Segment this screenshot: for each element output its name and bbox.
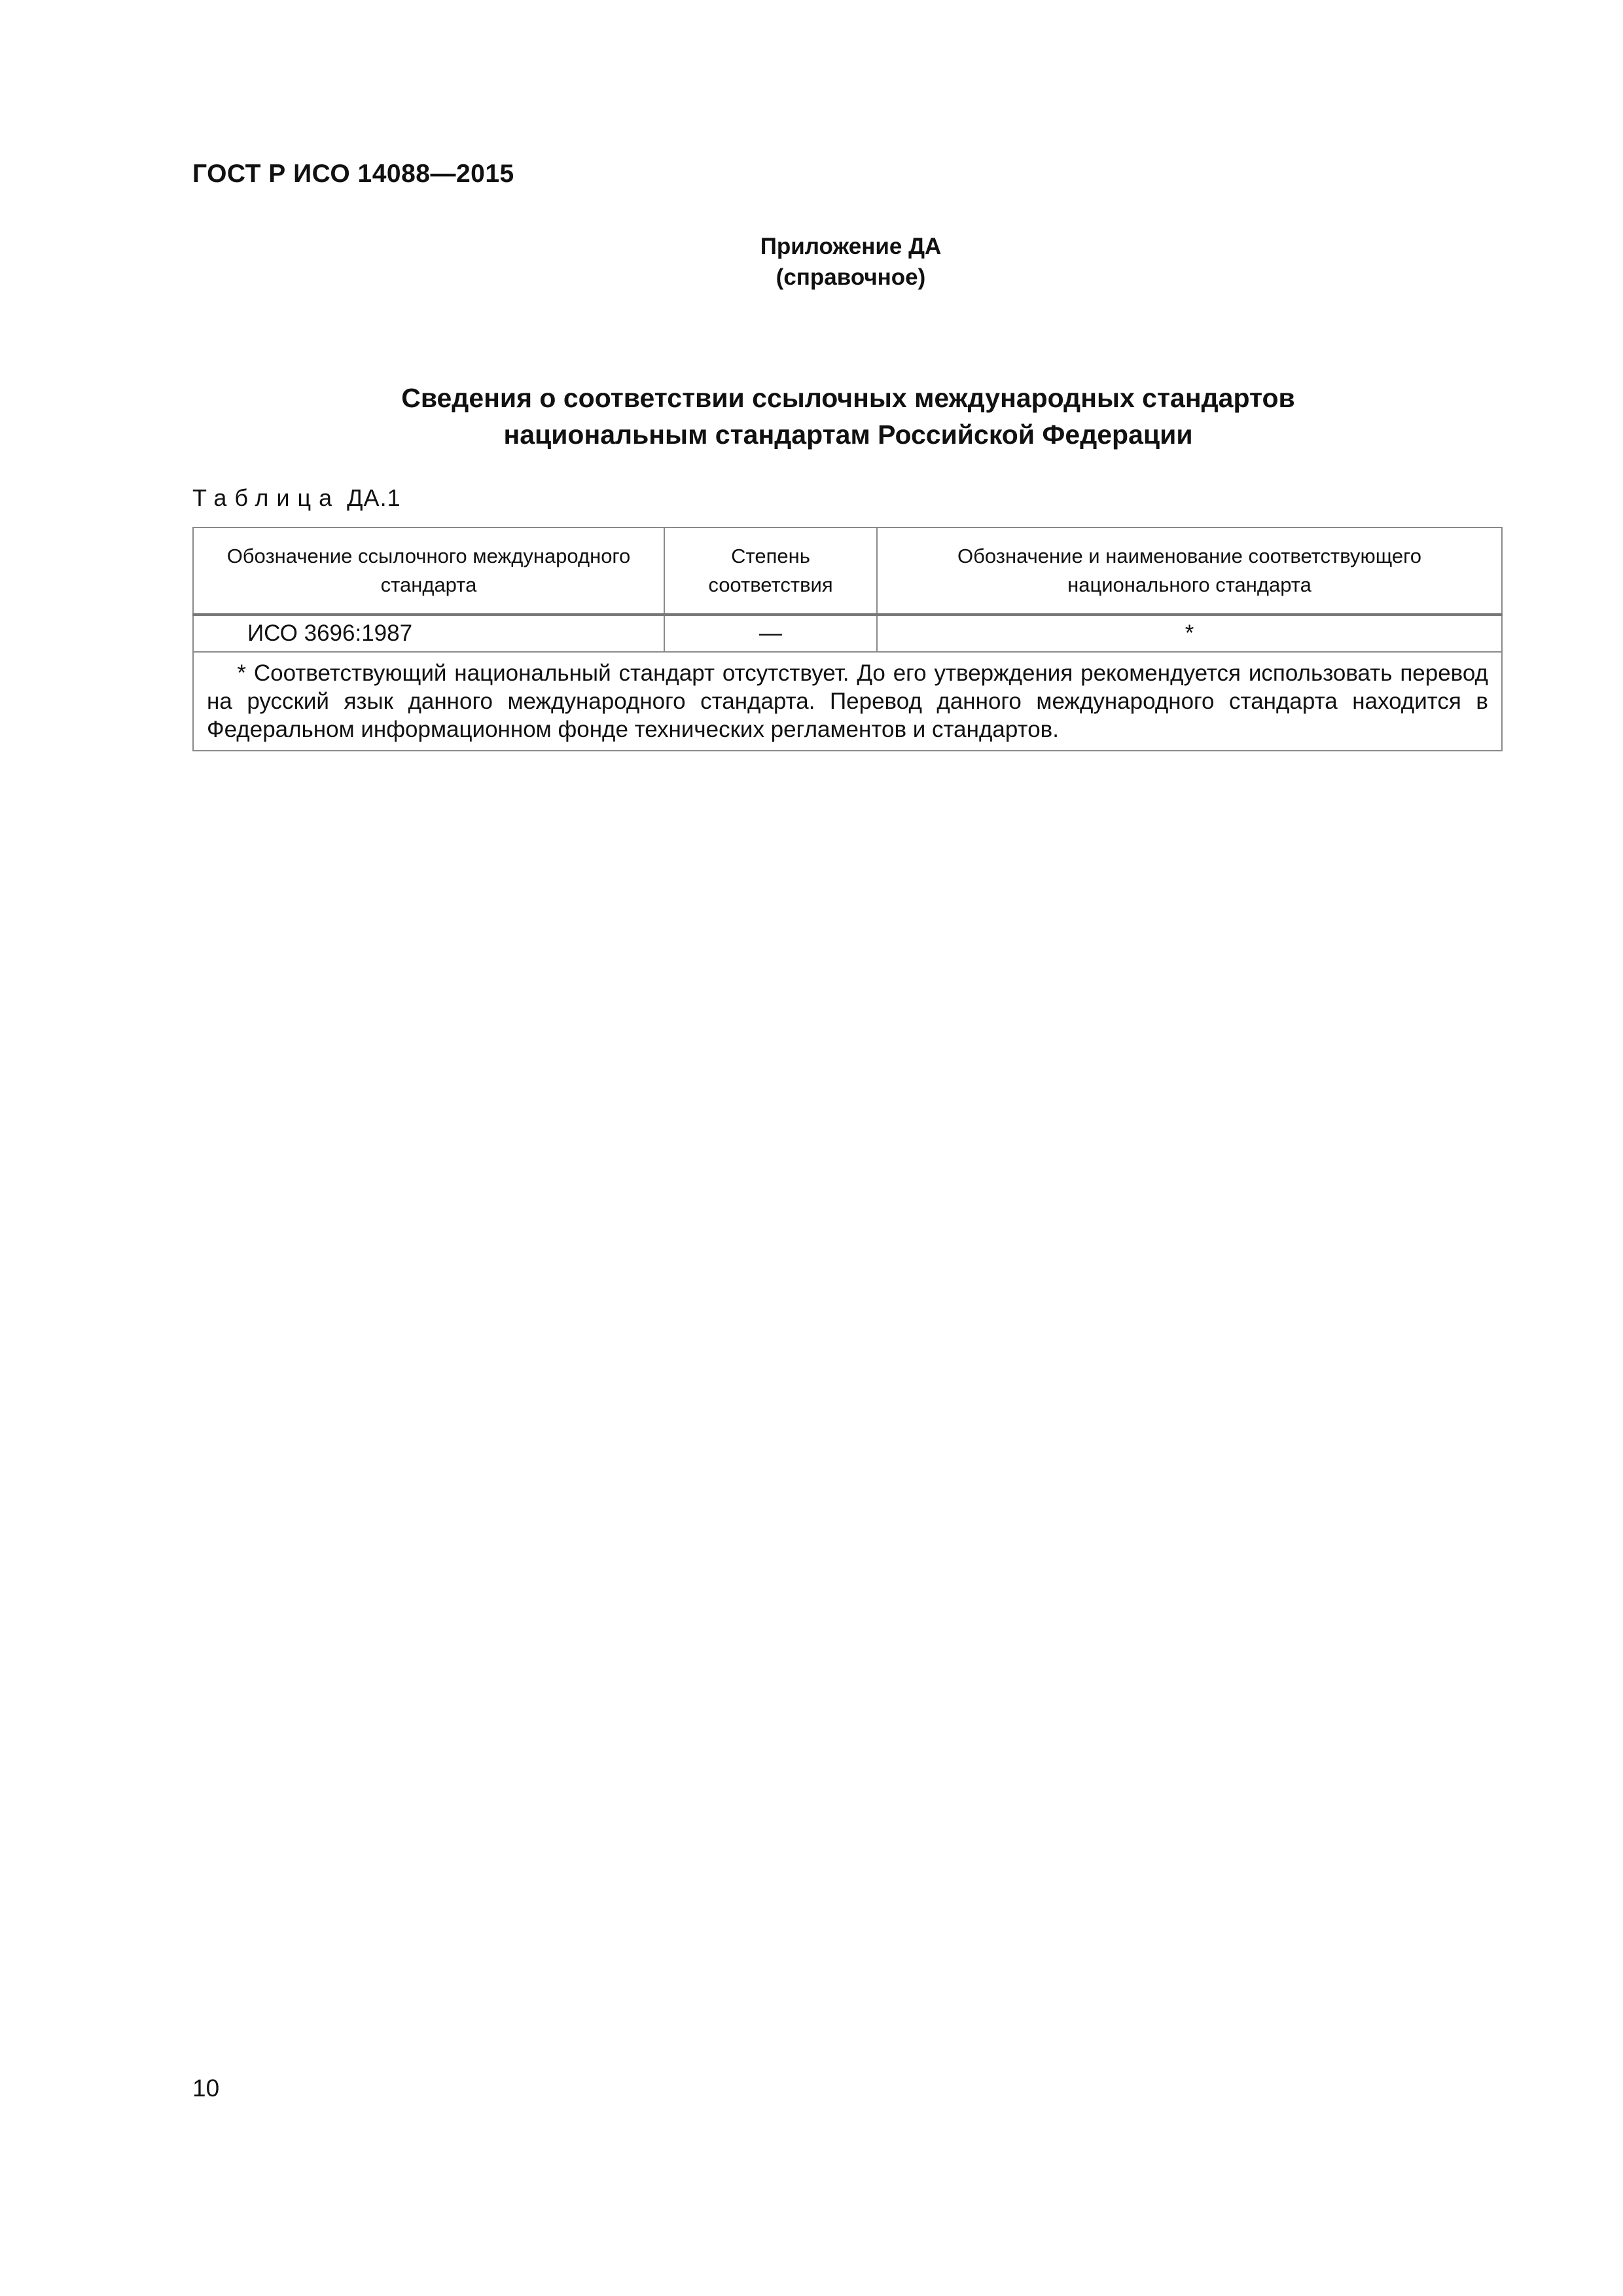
annex-title: Приложение ДА xyxy=(760,234,942,259)
note-text: Соответствующий национальный стандарт отсутствует. До его утверждения рекомендуется использовать перевод на русский язык данного международного стандарта. Перевод данного международного стандарта находится в Федеральном информационном фонде технических регламентов и стандартов. xyxy=(207,660,1488,742)
annex-kind: (справочное) xyxy=(776,264,926,290)
document-code: ГОСТ Р ИСО 14088—2015 xyxy=(192,160,514,188)
page-number: 10 xyxy=(192,2075,220,2102)
column-header-national: Обозначение и наименование соответствующего национального стандарта xyxy=(877,528,1502,615)
cell-national: * xyxy=(877,615,1502,652)
column-header-designation: Обозначение ссылочного международного стандарта xyxy=(193,528,664,615)
table-caption xyxy=(192,484,401,512)
section-heading-line-1: Сведения о соответствии ссылочных международных стандартов xyxy=(401,383,1295,413)
cell-designation: ИСО 3696:1987 xyxy=(193,615,664,652)
table-caption-number: ДА.1 xyxy=(347,484,401,511)
table-header-row xyxy=(193,528,1502,615)
table-caption-word: Таблица xyxy=(192,484,340,511)
table-note xyxy=(193,652,1502,751)
section-heading-line-2: национальным стандартам Российской Федерации xyxy=(503,420,1193,450)
table-note-row xyxy=(193,652,1502,751)
note-mark: * xyxy=(237,660,246,686)
column-header-degree: Степень соответствия xyxy=(664,528,877,615)
table-row xyxy=(193,615,1502,652)
conformity-table xyxy=(192,527,1503,751)
cell-degree: — xyxy=(664,615,877,652)
